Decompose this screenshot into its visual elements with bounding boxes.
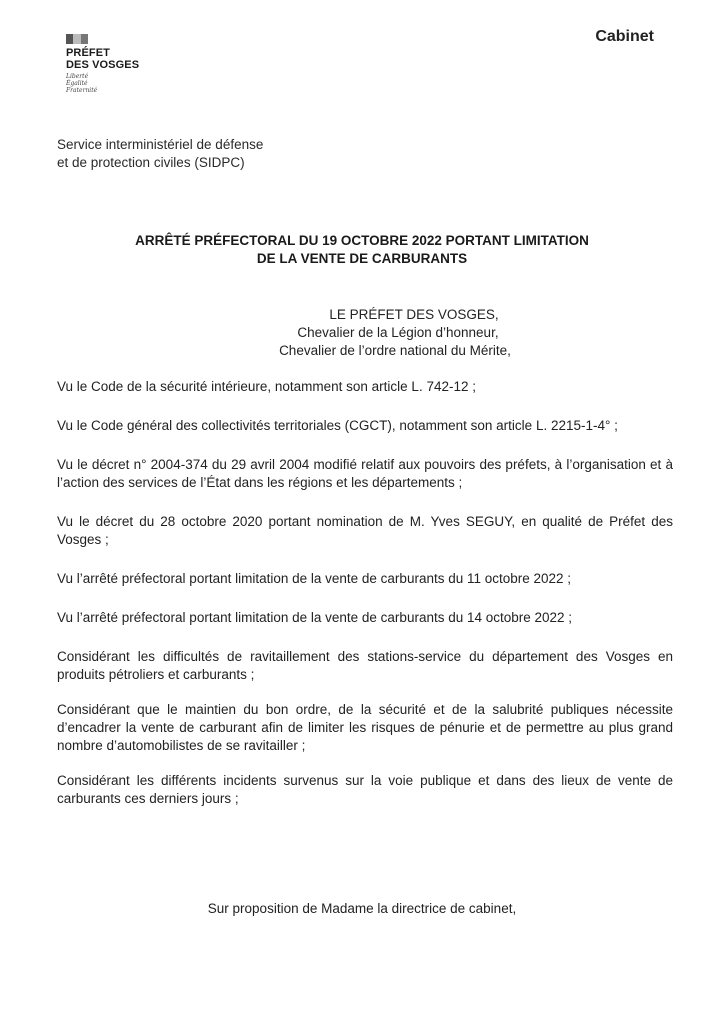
clause-cgct: Vu le Code général des collectivités territoriales (CGCT), notamment son article L. 2215-1-4° ; — [57, 418, 618, 433]
logo-name-line2: DES VOSGES — [66, 59, 140, 71]
logo-name-line1: PRÉFET — [66, 47, 110, 59]
logo-motto — [66, 73, 186, 94]
motto-egalite: Égalité — [66, 80, 88, 87]
proposal-line: Sur proposition de Madame la directrice de cabinet, — [207, 901, 517, 916]
prefecture-logo — [66, 34, 186, 94]
title-line1: ARRÊTÉ PRÉFECTORAL DU 19 OCTOBRE 2022 PORTANT LIMITATION — [135, 233, 589, 248]
clause-decret-2020: Vu le décret du 28 octobre 2020 portant nomination de M. Yves SEGUY, en qualité de Préfet des Vosges ; — [57, 514, 673, 547]
motto-liberte: Liberté — [66, 73, 89, 80]
authority-line2: Chevalier de la Légion d’honneur, — [297, 325, 499, 340]
clause-decret-2004: Vu le décret n° 2004-374 du 29 avril 2004 modifié relatif aux pouvoirs des préfets, à l’organisation et à l’action des services de l’État dans les régions et les départements ; — [57, 457, 673, 490]
authority-block — [0, 306, 724, 360]
service-name — [57, 136, 263, 172]
clause-code-securite: Vu le Code de la sécurité intérieure, notamment son article L. 742-12 ; — [57, 379, 476, 394]
title-line2: DE LA VENTE DE CARBURANTS — [256, 251, 468, 266]
document-title — [0, 232, 724, 268]
authority-line3: Chevalier de l’ordre national du Mérite, — [279, 343, 511, 358]
clause-considerant-ravitaillement: Considérant les difficultés de ravitaillement des stations-service du département des Vosges en produits pétroliers et carburants ; — [57, 649, 673, 682]
authority-line1: LE PRÉFET DES VOSGES, — [329, 307, 499, 322]
clause-arrete-14-octobre: Vu l’arrêté préfectoral portant limitation de la vente de carburants du 14 octobre 2022 ; — [57, 610, 573, 625]
clause-considerant-incidents: Considérant les différents incidents survenus sur la voie publique et dans des lieux de vente de carburants ces derniers jours ; — [57, 773, 673, 806]
clause-arrete-11-octobre: Vu l’arrêté préfectoral portant limitation de la vente de carburants du 11 octobre 2022 ; — [57, 571, 572, 586]
service-line1: Service interministériel de défense — [57, 137, 264, 152]
service-line2: et de protection civiles (SIDPC) — [57, 155, 245, 170]
motto-fraternite: Fraternité — [66, 87, 98, 94]
flag-icon — [66, 34, 88, 44]
clause-considerant-ordre: Considérant que le maintien du bon ordre, de la sécurité et de la salubrité publiques nécessite d’encadrer la vente de carburant afin de limiter les risques de pénurie et de permettre au plus grand nombre d’automobilistes de se ravitailler ; — [57, 702, 673, 753]
legal-clauses — [57, 378, 673, 808]
department-label: Cabinet — [595, 28, 654, 45]
